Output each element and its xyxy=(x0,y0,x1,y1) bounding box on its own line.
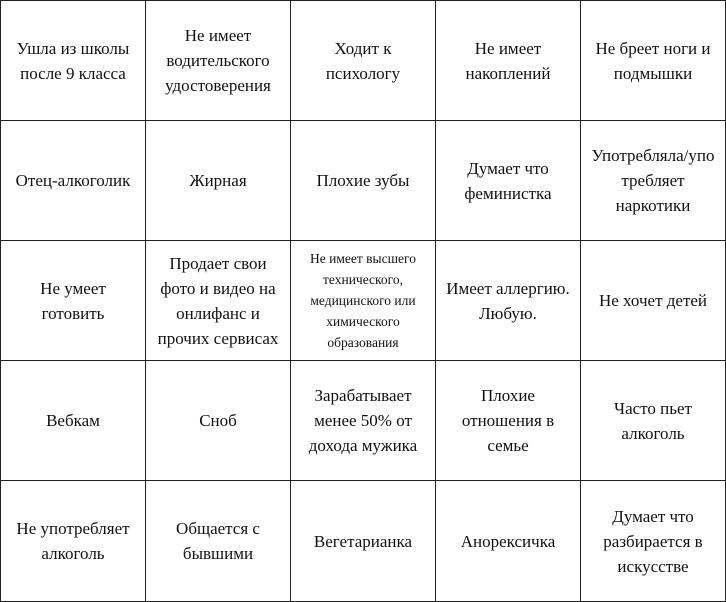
cell-line: психологу xyxy=(325,63,401,83)
cell-line: разбирается в xyxy=(603,531,703,551)
cell-line: Не хочет детей xyxy=(598,291,708,310)
grid-cell xyxy=(291,481,436,602)
cell-line: Анорексичка xyxy=(460,531,556,551)
cell-line: прочих сервисах xyxy=(157,328,279,348)
cell-line: алкоголь xyxy=(621,423,685,443)
grid-row xyxy=(1,241,726,361)
cell-line: Ходит к xyxy=(334,38,392,58)
grid-cell xyxy=(581,121,726,241)
cell-line: химического xyxy=(326,314,400,329)
cell-line: фото и видео на xyxy=(160,278,276,298)
cell-line: Общается с xyxy=(176,519,260,538)
cell-line: онлифанс и xyxy=(176,303,260,323)
grid-cell xyxy=(581,481,726,602)
grid-cell xyxy=(1,241,146,361)
cell-line: Вебкам xyxy=(46,411,100,430)
grid-cell xyxy=(436,241,581,361)
cell-line: Не бреет ноги и xyxy=(595,38,711,58)
cell-line: бывшими xyxy=(182,544,254,563)
grid-cell xyxy=(146,121,291,241)
cell-line: Ушла из школы xyxy=(16,38,130,58)
cell-line: удостоверения xyxy=(165,76,271,95)
cell-line: Не имеет высшего xyxy=(310,251,416,266)
cell-line: Не имеет xyxy=(184,26,252,45)
grid-cell xyxy=(1,1,146,121)
grid-cell xyxy=(581,241,726,361)
cell-line: Думает что xyxy=(612,506,694,526)
cell-line: подмышки xyxy=(613,63,693,83)
grid-row xyxy=(1,361,726,481)
grid-cell xyxy=(291,241,436,361)
grid-cell xyxy=(146,481,291,602)
grid-cell xyxy=(291,121,436,241)
grid-cell xyxy=(436,481,581,602)
cell-line: Употребляла/упо xyxy=(591,146,715,165)
cell-line: Продает свои xyxy=(169,253,267,273)
grid-cell xyxy=(436,121,581,241)
cell-line: Жирная xyxy=(189,171,247,190)
cell-line: искусстве xyxy=(617,556,689,576)
cell-line: Не имеет xyxy=(474,38,542,58)
cell-line: готовить xyxy=(41,303,105,323)
grid-cell xyxy=(146,361,291,481)
cell-line: отношения в xyxy=(461,411,555,430)
cell-line: Имеет аллергию. xyxy=(446,278,570,298)
cell-line: накоплений xyxy=(465,63,551,83)
cell-line: Зарабатывает xyxy=(314,386,412,405)
cell-line: дохода мужика xyxy=(308,436,418,455)
cell-line: алкоголь xyxy=(41,544,105,563)
grid-cell xyxy=(146,241,291,361)
grid-cell xyxy=(1,361,146,481)
cell-line: медицинского или xyxy=(310,293,416,308)
grid-cell xyxy=(291,361,436,481)
cell-line: Плохие зубы xyxy=(316,171,410,190)
grid-cell xyxy=(581,1,726,121)
cell-line: наркотики xyxy=(615,196,691,215)
cell-line: Не умеет xyxy=(40,278,106,298)
grid-cell xyxy=(581,361,726,481)
bingo-grid-body xyxy=(1,1,726,602)
cell-line: водительского xyxy=(166,51,270,70)
cell-line: технического, xyxy=(323,272,403,287)
cell-line: феминистка xyxy=(464,183,552,203)
cell-line: семье xyxy=(487,436,529,455)
grid-row xyxy=(1,481,726,602)
grid-cell xyxy=(291,1,436,121)
grid-cell xyxy=(146,1,291,121)
cell-line: Плохие xyxy=(481,386,535,405)
cell-line: Не употребляет xyxy=(16,519,130,538)
grid-cell xyxy=(436,361,581,481)
cell-line: Отец-алкоголик xyxy=(15,171,131,190)
cell-line: менее 50% от xyxy=(314,411,412,430)
cell-line: Любую. xyxy=(479,303,537,323)
cell-line: требляет xyxy=(621,171,685,190)
grid-row xyxy=(1,121,726,241)
grid-cell xyxy=(1,121,146,241)
cell-line: после 9 класса xyxy=(20,63,126,83)
cell-line: Часто пьет xyxy=(614,398,692,418)
grid-row xyxy=(1,1,726,121)
grid-cell xyxy=(436,1,581,121)
cell-line: Вегетарианка xyxy=(313,531,413,551)
cell-line: Сноб xyxy=(199,411,237,430)
cell-line: образования xyxy=(327,335,399,350)
grid-cell xyxy=(1,481,146,602)
cell-line: Думает что xyxy=(467,158,549,178)
